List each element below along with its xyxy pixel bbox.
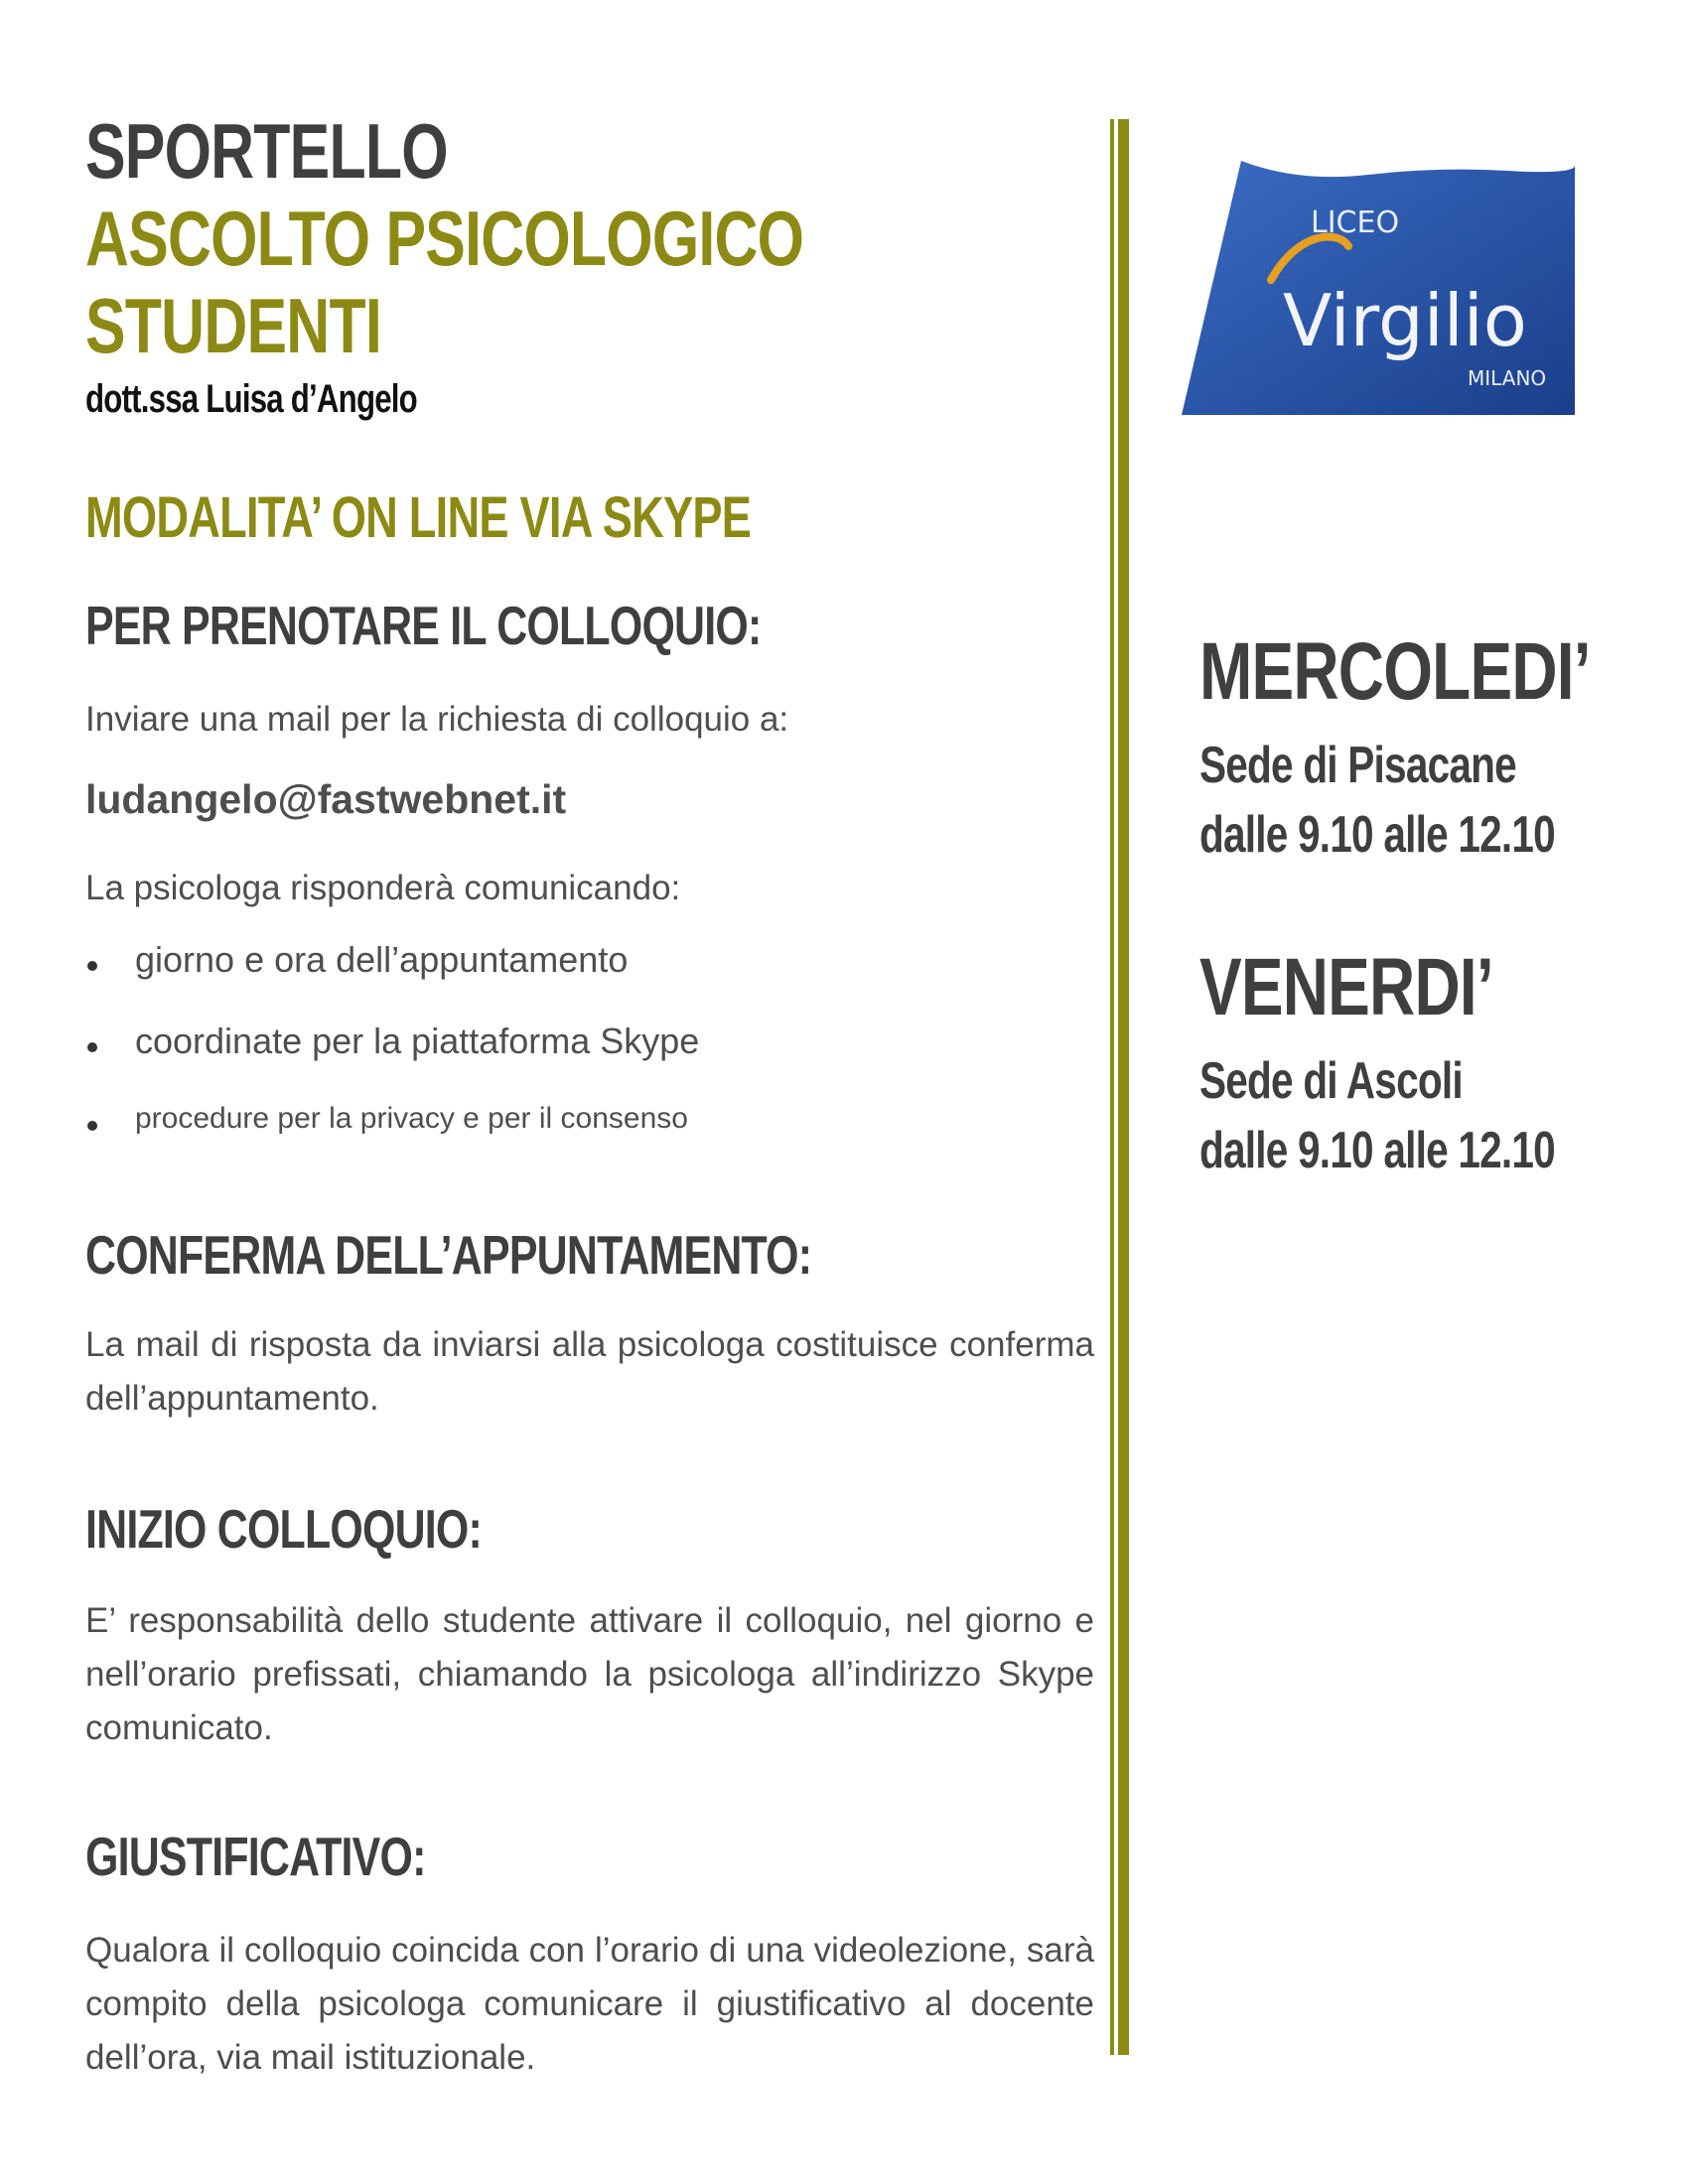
list-item-text: giorno e ora dell’appuntamento	[135, 939, 629, 980]
schedule-info-1	[1199, 731, 1655, 870]
schedule-location-1: Sede di Pisacane	[1199, 737, 1516, 794]
title-line-3: STUDENTI	[85, 282, 381, 369]
booking-intro: Inviare una mail per la richiesta di colloquio a:	[85, 700, 789, 739]
divider-thin-line	[1110, 119, 1114, 2055]
author-name	[85, 377, 510, 422]
schedule-location-2: Sede di Ascoli	[1199, 1052, 1463, 1110]
booking-heading	[85, 594, 951, 657]
schedule-info-2	[1199, 1046, 1655, 1185]
bullet-icon	[87, 961, 97, 971]
bullet-icon	[87, 1121, 97, 1131]
start-heading-text: INIZIO COLLOQUIO:	[85, 1498, 483, 1560]
justification-text: Qualora il colloquio coincida con l’orario di una videolezione, sarà compito della psicologa comunicare il giustificativo al docente dell’ora, via mail istituzionale.	[85, 1931, 1094, 2077]
confirmation-heading-text: CONFERMA DELL’APPUNTAMENTO:	[85, 1224, 812, 1286]
schedule-day-1-text: MERCOLEDI’	[1199, 626, 1591, 717]
list-item-text: coordinate per la piattaforma Skype	[135, 1021, 700, 1061]
justification-heading-text: GIUSTIFICATIVO:	[85, 1826, 426, 1887]
start-heading	[85, 1497, 594, 1561]
school-logo	[1180, 157, 1577, 417]
confirmation-text: La mail di risposta da inviarsi alla psicologa costituisce conferma dell’appuntamento.	[85, 1325, 1094, 1418]
vertical-divider	[1110, 119, 1130, 2055]
booking-reply-intro: La psicologa risponderà comunicando:	[85, 869, 681, 907]
list-item	[85, 1021, 1078, 1102]
booking-heading-text: PER PRENOTARE IL COLLOQUIO:	[85, 595, 762, 656]
list-item	[85, 1102, 1078, 1136]
bullet-icon	[87, 1042, 97, 1052]
page-title	[85, 107, 1006, 369]
justification-heading	[85, 1825, 521, 1888]
start-text: E’ responsabilità dello studente attivare il colloquio, nel giorno e nell’orario prefissati, chiamando la psicologa all’indirizzo Skype comunicato.	[85, 1601, 1094, 1747]
schedule-hours-1: dalle 9.10 alle 12.10	[1199, 806, 1555, 864]
confirmation-heading	[85, 1223, 1017, 1287]
schedule-day-2-text: VENERDI’	[1199, 942, 1493, 1032]
logo-small-top: LICEO	[1311, 205, 1400, 240]
title-line-2: ASCOLTO PSICOLOGICO	[85, 195, 804, 282]
contact-email: ludangelo@fastwebnet.it	[85, 776, 567, 822]
divider-thick-line	[1118, 119, 1129, 2055]
list-item	[85, 939, 1078, 1021]
logo-name: Virgilio	[1283, 279, 1527, 362]
mode-text: MODALITA’ ON LINE VIA SKYPE	[85, 485, 752, 550]
list-item-text: procedure per la privacy e per il consenso	[135, 1102, 688, 1135]
mode-heading	[85, 484, 938, 551]
title-line-1: SPORTELLO	[85, 107, 448, 195]
logo-graphic	[1180, 157, 1577, 417]
schedule-day-1	[1199, 625, 1688, 719]
author-text: dott.ssa Luisa d’Angelo	[85, 377, 417, 421]
booking-reply-list	[85, 939, 1078, 1136]
logo-small-bottom: MILANO	[1468, 366, 1547, 390]
schedule-day-2	[1199, 941, 1576, 1034]
schedule-hours-2: dalle 9.10 alle 12.10	[1199, 1122, 1555, 1179]
